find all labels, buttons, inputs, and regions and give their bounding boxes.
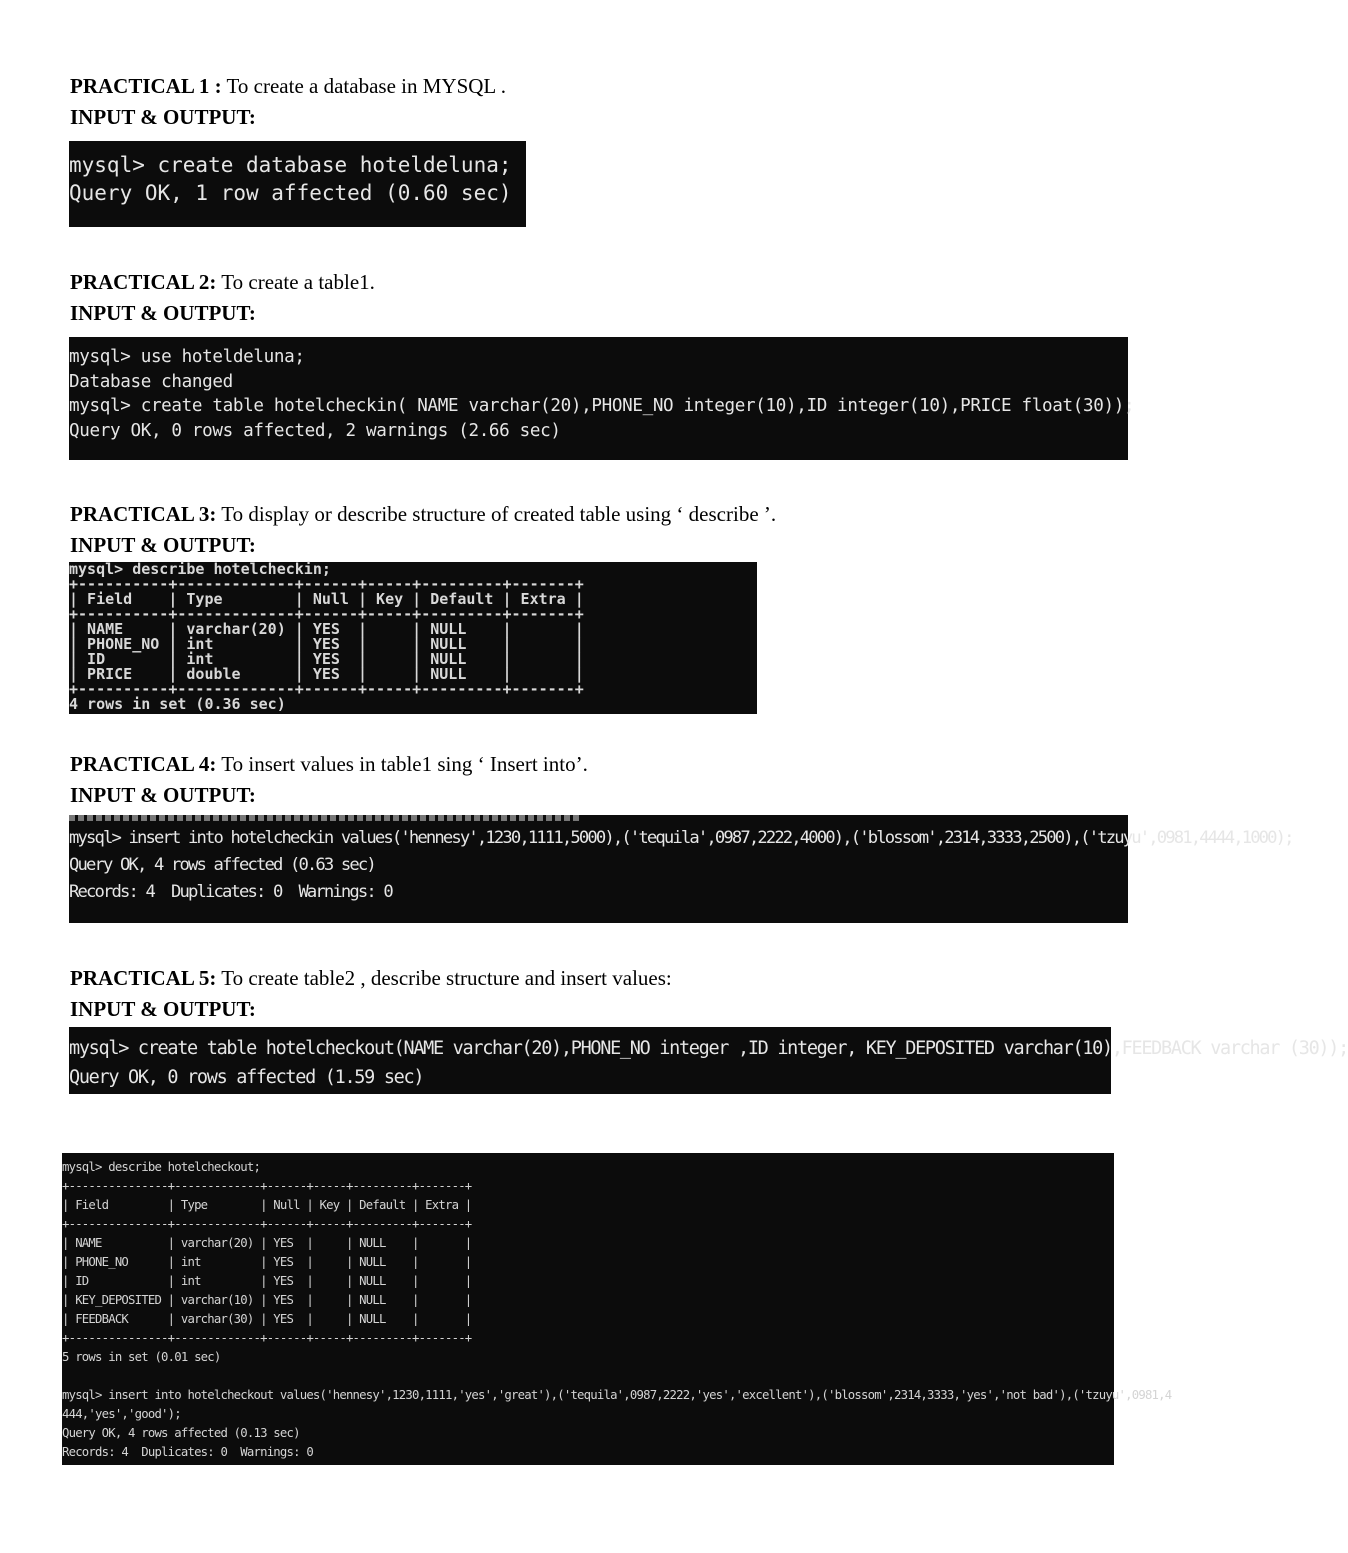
terminal-line: Database changed bbox=[69, 371, 233, 392]
terminal-line: +----------+-------------+------+-----+---------+-------+ bbox=[69, 680, 584, 698]
terminal-line: Records: 4 Duplicates: 0 Warnings: 0 bbox=[62, 1445, 313, 1459]
practical-1-io-label: INPUT & OUTPUT: bbox=[70, 105, 256, 129]
practical-4-description: To insert values in table1 sing ‘ Insert into’. bbox=[216, 752, 588, 776]
terminal-line: | PRICE | double | YES | | NULL | | bbox=[69, 665, 584, 683]
practical-4-io-label: INPUT & OUTPUT: bbox=[70, 783, 256, 807]
cropped-previous-line bbox=[69, 815, 579, 821]
practical-5-io-label: INPUT & OUTPUT: bbox=[70, 997, 256, 1021]
terminal-line: +----------+-------------+------+-----+---------+-------+ bbox=[69, 575, 584, 593]
terminal-line: 5 rows in set (0.01 sec) bbox=[62, 1350, 221, 1364]
terminal-line: mysql> use hoteldeluna; bbox=[69, 347, 305, 367]
practical-2-io-label: INPUT & OUTPUT: bbox=[70, 301, 256, 325]
terminal-line: mysql> describe hotelcheckout; bbox=[62, 1160, 261, 1174]
terminal-line: | ID | int | YES | | NULL | | bbox=[62, 1274, 472, 1288]
practical-5-terminal bbox=[69, 1027, 1348, 1094]
terminal-line: | Field | Type | Null | Key | Default | Extra | bbox=[62, 1198, 472, 1212]
terminal-line: +---------------+-------------+------+-----+---------+-------+ bbox=[62, 1179, 472, 1193]
terminal-line bbox=[62, 1367, 1114, 1386]
practical-1-label: PRACTICAL 1 : bbox=[70, 74, 222, 98]
practical-1-terminal bbox=[69, 141, 526, 227]
terminal-line: Records: 4 Duplicates: 0 Warnings: 0 bbox=[69, 882, 392, 902]
terminal-line: | NAME | varchar(20) | YES | | NULL | | bbox=[62, 1236, 472, 1250]
practical-3-io-label: INPUT & OUTPUT: bbox=[70, 533, 256, 557]
terminal-line: mysql> insert into hotelcheckin values('hennesy',1230,1111,5000),('tequila',0987,2222,4000),('blossom',2314,3333,2500),('tzuyu',0981,4444,1000); bbox=[69, 828, 1293, 848]
practical-1-description: To create a database in MYSQL . bbox=[221, 74, 506, 98]
terminal-line: 444,'yes','good'); bbox=[62, 1407, 181, 1421]
terminal-line: | FEEDBACK | varchar(30) | YES | | NULL | | bbox=[62, 1312, 472, 1326]
terminal-line: +---------------+-------------+------+-----+---------+-------+ bbox=[62, 1331, 472, 1345]
practical-5-heading bbox=[70, 965, 672, 991]
terminal-line: | ID | int | YES | | NULL | | bbox=[69, 650, 584, 668]
practical-4-terminal bbox=[69, 815, 1293, 923]
practical-4-heading bbox=[70, 751, 588, 777]
terminal-line: Query OK, 1 row affected (0.60 sec) bbox=[69, 181, 512, 205]
terminal-line: mysql> create table hotelcheckout(NAME varchar(20),PHONE_NO integer ,ID integer, KEY_DEPOSITED varchar(10),FEEDBACK varchar (30)); bbox=[69, 1038, 1348, 1059]
practical-2-heading bbox=[70, 269, 375, 295]
practical-2-terminal bbox=[69, 337, 1135, 460]
terminal-line: mysql> describe hotelcheckin; bbox=[69, 560, 331, 578]
terminal-line: | Field | Type | Null | Key | Default | Extra | bbox=[69, 590, 584, 608]
terminal-line: | PHONE_NO | int | YES | | NULL | | bbox=[62, 1255, 472, 1269]
terminal-line: Query OK, 4 rows affected (0.13 sec) bbox=[62, 1426, 300, 1440]
terminal-line: Query OK, 0 rows affected, 2 warnings (2.66 sec) bbox=[69, 420, 561, 441]
terminal-line: mysql> insert into hotelcheckout values('hennesy',1230,1111,'yes','great'),('tequila',0987,2222,'yes','excellent'),('blossom',2314,3333,'yes','not bad'),('tzuyu',0981,4 bbox=[62, 1388, 1172, 1402]
practical-3-heading bbox=[70, 501, 776, 527]
terminal-line: +----------+-------------+------+-----+---------+-------+ bbox=[69, 605, 584, 623]
terminal-line: 4 rows in set (0.36 sec) bbox=[69, 695, 286, 713]
practical-4-label: PRACTICAL 4: bbox=[70, 752, 217, 776]
terminal-line: | KEY_DEPOSITED | varchar(10) | YES | | NULL | | bbox=[62, 1293, 472, 1307]
terminal-line: mysql> create table hotelcheckin( NAME varchar(20),PHONE_NO integer(10),ID integer(10),PRICE float(30)); bbox=[69, 396, 1135, 416]
practical-2-label: PRACTICAL 2: bbox=[70, 270, 217, 294]
practical-2-description: To create a table1. bbox=[216, 270, 375, 294]
terminal-line: mysql> create database hoteldeluna; bbox=[69, 153, 512, 177]
terminal-line: Query OK, 4 rows affected (0.63 sec) bbox=[69, 855, 375, 875]
practical-1-heading bbox=[70, 73, 506, 99]
practical-3-description: To display or describe structure of created table using ‘ describe ’. bbox=[216, 502, 777, 526]
practical-5-description: To create table2 , describe structure and insert values: bbox=[216, 966, 672, 990]
terminal-line: +---------------+-------------+------+-----+---------+-------+ bbox=[62, 1217, 472, 1231]
terminal-line: | NAME | varchar(20) | YES | | NULL | | bbox=[69, 620, 584, 638]
terminal-line: | PHONE_NO | int | YES | | NULL | | bbox=[69, 635, 584, 653]
terminal-line: Query OK, 0 rows affected (1.59 sec) bbox=[69, 1067, 424, 1088]
practical-5-terminal-describe-insert bbox=[62, 1153, 1172, 1465]
practical-3-terminal bbox=[69, 562, 757, 714]
practical-3-label: PRACTICAL 3: bbox=[70, 502, 217, 526]
practical-5-label: PRACTICAL 5: bbox=[70, 966, 217, 990]
